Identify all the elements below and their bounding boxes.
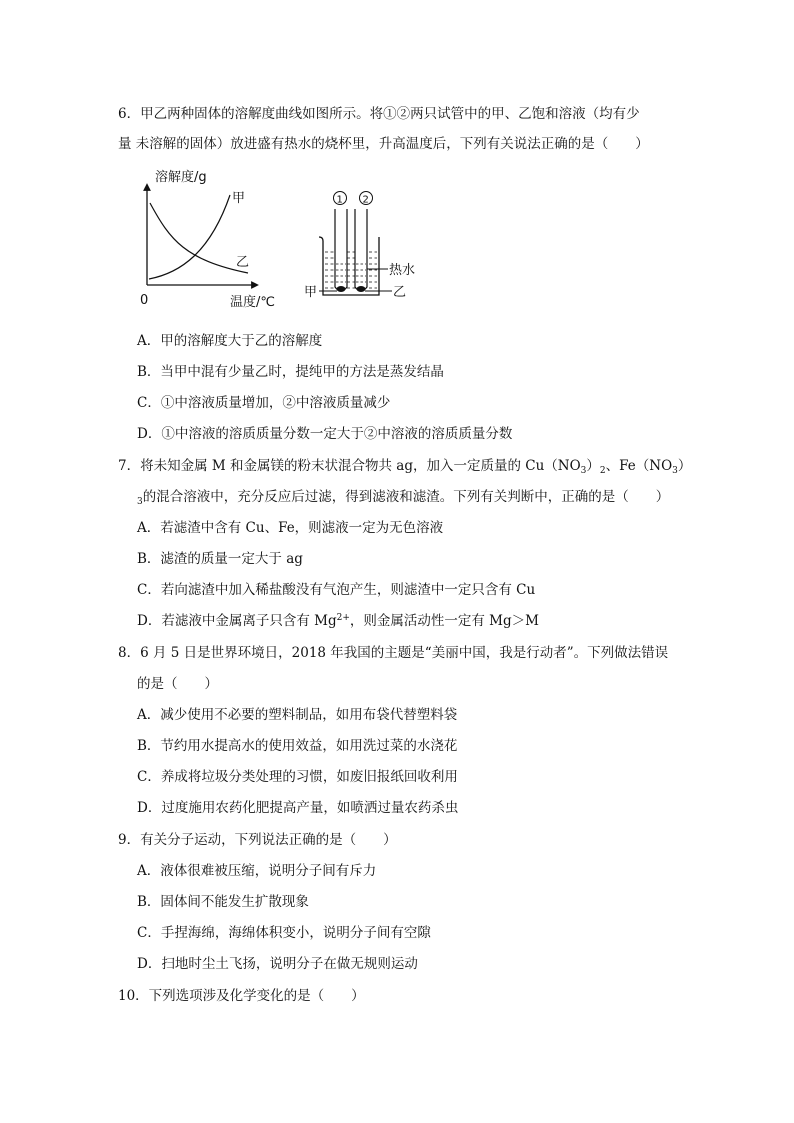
q9-option-d: D．扫地时尘土飞扬，说明分子在做无规则运动: [137, 956, 418, 972]
curve-jia: [149, 195, 230, 279]
q6-option-a: A．甲的溶解度大于乙的溶解度: [137, 333, 323, 349]
solubility-figure-svg: [130, 165, 430, 315]
svg-text:1: 1: [336, 194, 343, 206]
curve-yi: [150, 203, 248, 273]
origin-label: 0: [140, 293, 149, 308]
q7-stem-line-1: 7．将未知金属 M 和金属镁的粉末状混合物共 ag，加入一定质量的 $Cu(NO_3)_2$、$Fe(NO_3)$: [118, 458, 692, 476]
q8-stem-line-2: 的是（ ）: [137, 676, 218, 692]
q7-stem-line-2: $_3$的混合溶液中，充分反应后过滤，得到滤液和滤渣。下列有关判断中，正确的是（ ）: [137, 489, 670, 507]
q6-option-d: D．①中溶液的溶质质量分数一定大于②中溶液的溶质质量分数: [137, 426, 513, 442]
q7-option-a: A．若滤渣中含有 Cu、Fe，则滤液一定为无色溶液: [137, 520, 444, 536]
q8-stem-line-1: 8．6 月 5 日是世界环境日，2018 年我国的主题是“美丽中国，我是行动者”。下列做法错误: [118, 645, 669, 661]
test-tube-2: [355, 209, 367, 291]
y-axis-label: 溶解度/g: [155, 170, 207, 185]
q9-option-c: C．手捏海绵，海绵体积变小，说明分子间有空隙: [137, 925, 431, 941]
q6-option-b: B．当甲中混有少量乙时，提纯甲的方法是蒸发结晶: [137, 364, 444, 380]
q10-stem: 10．下列选项涉及化学变化的是（ ）: [118, 988, 365, 1004]
q7-option-c: C．若向滤渣中加入稀盐酸没有气泡产生，则滤渣中一定只含有 Cu: [137, 582, 536, 598]
curve-yi-label: 乙: [236, 255, 250, 270]
q8-option-c: C．养成将垃圾分类处理的习惯，如废旧报纸回收利用: [137, 769, 458, 785]
svg-text:2: 2: [362, 194, 369, 206]
q6-option-c: C．①中溶液质量增加，②中溶液质量减少: [137, 395, 391, 411]
tube-2-number: ②: [359, 203, 360, 204]
q8-option-b: B．节约用水提高水的使用效益，如用洗过菜的水浇花: [137, 738, 458, 754]
q9-option-a: A．液体很难被压缩，说明分子间有斥力: [137, 863, 377, 879]
tube-2-solid-label: 乙: [393, 285, 407, 300]
tube-1-number: ①: [333, 203, 334, 204]
hot-water-label: 热水: [389, 263, 416, 278]
solubility-figure: [130, 165, 430, 315]
beaker-apparatus: [304, 192, 415, 301]
q8-option-d: D．过度施用农药化肥提高产量，如喷洒过量农药杀虫: [137, 800, 459, 816]
q9-option-b: B．固体间不能发生扩散现象: [137, 894, 309, 910]
q6-stem-line-2: 量 未溶解的固体）放进盛有热水的烧杯里，升高温度后，下列有关说法正确的是（ ）: [118, 136, 649, 152]
x-axis-label: 温度/℃: [230, 295, 275, 310]
q8-option-a: A．减少使用不必要的塑料制品，如用布袋代替塑料袋: [137, 707, 458, 723]
q7-option-d: D．若滤液中金属离子只含有 $Mg^{2+}$，则金属活动性一定有 Mg＞M: [137, 613, 539, 629]
q6-stem-line-1: 6．甲乙两种固体的溶解度曲线如图所示。将①②两只试管中的甲、乙饱和溶液（均有少: [118, 106, 640, 122]
test-tube-1: [335, 209, 347, 291]
q9-stem: 9．有关分子运动，下列说法正确的是（ ）: [118, 832, 397, 848]
beaker: [319, 237, 379, 295]
q7-option-b: B．滤渣的质量一定大于 ag: [137, 551, 303, 567]
curve-jia-label: 甲: [232, 191, 246, 206]
tube-1-solid-label: 甲: [304, 285, 318, 300]
